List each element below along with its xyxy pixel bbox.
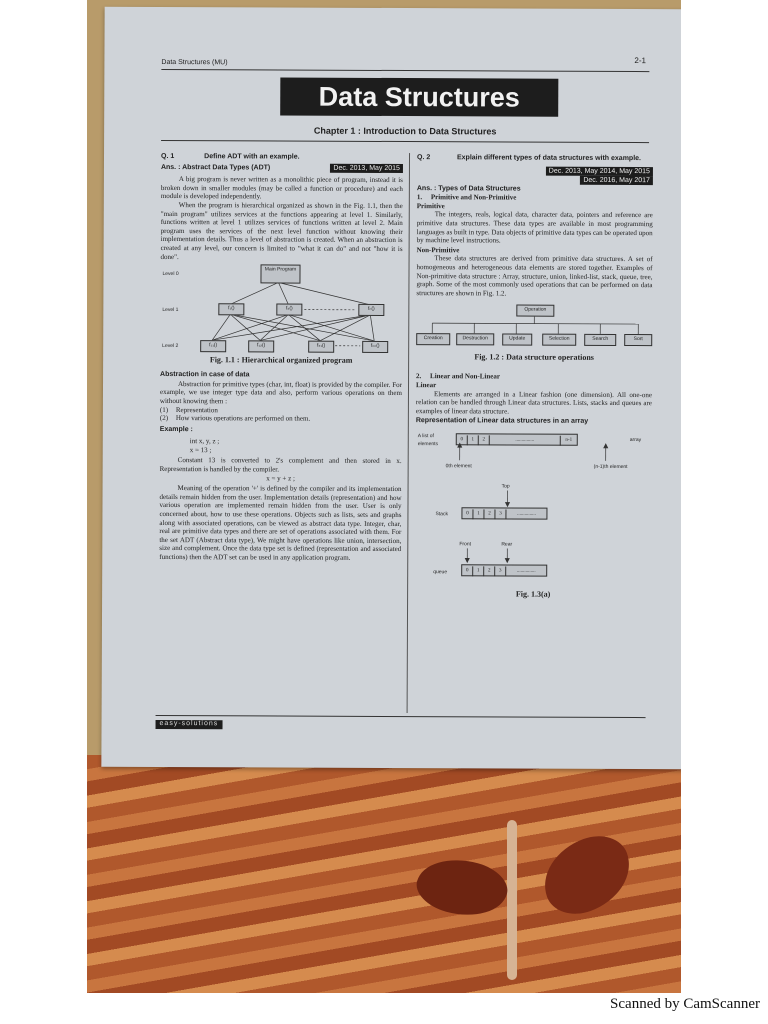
level1-function-box: f₁(): [218, 303, 244, 315]
exam-tag: Dec. 2016, May 2017: [580, 175, 653, 184]
operation-box: Update: [502, 334, 532, 346]
level2-function-box: f₂₁(): [308, 341, 334, 353]
subsection-heading: Linear: [415, 380, 437, 390]
question-2: [417, 154, 653, 164]
page-title-banner: Data Structures: [280, 77, 558, 116]
exam-tag: Dec. 2013, May 2014, May 2015: [546, 166, 653, 175]
answer-heading: Ans. : Abstract Data Types (ADT): [160, 163, 271, 172]
header-rule: [161, 69, 649, 72]
footer-rule: [156, 715, 646, 718]
top-label: Top: [501, 483, 510, 490]
figure-caption: Fig. 1.2 : Data structure operations: [474, 352, 594, 363]
question-number: Q. 1: [160, 152, 175, 161]
left-column: [159, 153, 403, 563]
operation-root-box: Operation: [516, 305, 554, 317]
subsection-heading: Primitive: [416, 201, 445, 210]
code-line: x = 13 ;: [189, 445, 212, 455]
paragraph: Elements are arranged in a Linear fashion (one dimension). All one-one relation can be handled through Linear data structures. Lists, stacks and queues are examples of linear data structure.: [415, 389, 652, 416]
column-divider: [407, 153, 410, 713]
right-column: [415, 154, 653, 611]
list-label: A list of elements: [417, 432, 439, 448]
operation-box: Search: [584, 334, 616, 346]
paragraph: These data structures are derived from primitive data structures. A set of homogeneous and heterogeneous data elements are stored together. Examples of Non-primitive data structure : Array, structure, union, linked-list, stack, queue, tree, graph. Some of the most commonly used operations that can be performed on data structures are shown in Fig. 1.2.: [416, 254, 653, 298]
question-text: Explain different types of data structures with example.: [456, 154, 642, 163]
level2-function-box: fₙₙ(): [362, 341, 388, 353]
main-program-box: Main Program: [260, 265, 300, 284]
list-item: (1) Representation: [159, 405, 218, 414]
figure-caption: Fig. 1.3(a): [515, 589, 551, 599]
paragraph: Abstraction for primitive types (char, int, float) is provided by the compiler. For example, we use integer type data and also, perform various operations on them without knowing them :: [159, 379, 403, 406]
level-label: Level 2: [162, 343, 179, 350]
running-header: Data Structures (MU): [161, 58, 228, 67]
page-number: 2-1: [634, 56, 647, 66]
example-heading: Example :: [159, 425, 193, 433]
code-line: int x, y, z ;: [189, 437, 220, 446]
linear-arrows: [415, 430, 652, 611]
operation-box: Selection: [542, 334, 576, 346]
scanner-watermark: Scanned by CamScanner: [610, 996, 760, 1012]
section-heading: Representation of Linear data structures in an array: [415, 417, 589, 426]
paragraph: Constant 13 is converted to 2's complement and then stored in x. Representation is handled by the compiler.: [159, 456, 402, 474]
array-label: array: [629, 436, 642, 443]
figure-linear: [415, 430, 652, 611]
operation-box: Sort: [624, 334, 652, 346]
level1-function-box: fₙ(): [358, 304, 384, 316]
chapter-rule: [161, 140, 649, 143]
question-number: Q. 2: [416, 154, 431, 162]
book-page: [101, 7, 681, 770]
subsection-heading: 1. Primitive and Non-Primitive: [416, 193, 517, 202]
publisher-logo: easy-solutions: [156, 720, 223, 729]
exam-tag: Dec. 2013, May 2015: [330, 163, 403, 172]
level1-function-box: f₂(): [276, 304, 302, 316]
chapter-title: Chapter 1 : Introduction to Data Structures: [313, 125, 497, 137]
queue-cells: 0 1 2 3 ...............: [461, 564, 547, 576]
section-heading: Abstraction in case of data: [160, 371, 250, 379]
stack-label: Stack: [435, 511, 448, 518]
array-cells: 0 1 2 ............... n-1: [456, 433, 578, 446]
level2-function-box: f₁₂(): [248, 340, 274, 352]
paragraph: When the program is hierarchical organized as shown in the Fig. 1.1, then the "main program" utilizes services at the functions appearing at level 1. Similarly, functions written at level 1 utilizes services of functions written at level 2. Main program uses the services of the next level function without knowing their implementation details. Thus a level of abstraction is created. When an abstraction is created at any level, our concern is limited to "what it can do" and not "how it is done".: [160, 201, 403, 261]
paragraph: A big program is never written as a monolithic piece of program, instead it is broken down in smaller modules (may be called a function or procedure) and each module is developed independently.: [160, 175, 403, 201]
last-element-label: (n-1)th element: [593, 463, 628, 470]
paragraph: The integers, reals, logical data, character data, pointers and reference are primitive data structures. These data types are available in most programming languages as built in type. Data objects of primitive data types can be operated upon by machine level instructions.: [416, 210, 653, 245]
figure-hierarchy: [160, 264, 402, 367]
question-1: [161, 153, 403, 163]
queue-label: queue: [433, 569, 448, 576]
list-item: (2) How various operations are performed on them.: [159, 414, 311, 423]
stack-cells: 0 1 2 3 ...............: [461, 507, 547, 519]
first-element-label: 0th element: [445, 463, 472, 470]
rear-label: Rear: [501, 541, 513, 548]
operation-box: Creation: [416, 333, 450, 345]
figure-caption: Fig. 1.1 : Hierarchical organized program: [209, 355, 353, 365]
answer-heading: Ans. : Types of Data Structures: [416, 184, 521, 193]
level-label: Level 1: [162, 307, 179, 314]
subsection-heading: 2. Linear and Non-Linear: [416, 372, 500, 381]
level-label: Level 0: [162, 271, 179, 278]
scanned-photo: [87, 0, 681, 993]
figure-operations: [416, 301, 652, 370]
paragraph: Meaning of the operation '+' is defined by the compiler and its implementation details remain hidden from the user. Implementation details (representation) and how various operation are implemented remain hidden from the user. User is only concerned about, how to use these operations. Objects such as lists, sets and graphs along with associated operations, can be viewed as abstract data type. Integer, char, real are primitive data types and there are set of operations associated with them. For the set ADT (Abstract data type), We might have operations like union, intersection, size and complement. Once the data type set is defined (representation and associated functions) then the ADT set can be used in any application program.: [159, 484, 402, 562]
subsection-heading: Non-Primitive: [416, 245, 460, 255]
level2-function-box: f₁₁(): [200, 340, 226, 352]
question-text: Define ADT with an example.: [204, 153, 300, 161]
operation-box: Destruction: [456, 334, 494, 346]
front-label: Front: [459, 541, 472, 548]
carpet-pattern-stem: [507, 820, 517, 980]
code-line: x = y + z ;: [266, 474, 295, 483]
